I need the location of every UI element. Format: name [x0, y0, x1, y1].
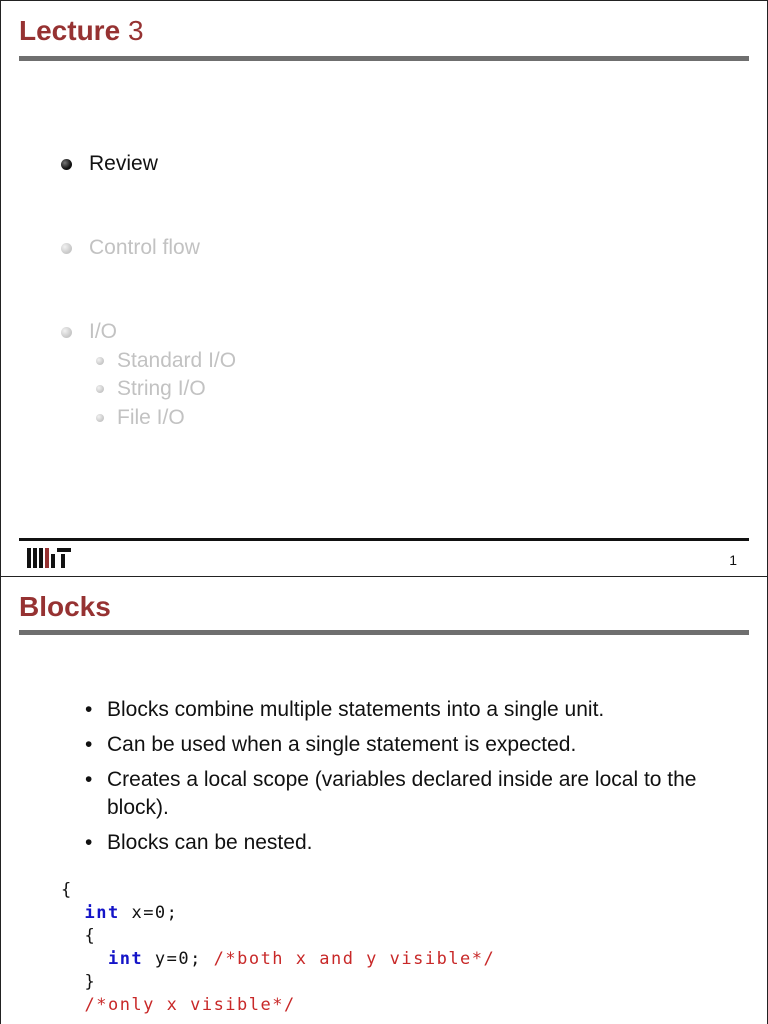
outline-subitem-label: String I/O — [117, 377, 206, 400]
outline-item-control-flow — [61, 236, 200, 260]
title-number: 3 — [127, 15, 144, 46]
code-inner-close-brace: } — [84, 972, 97, 992]
code-open-brace: { — [61, 880, 73, 900]
bullet-dot-icon — [96, 414, 104, 422]
outline-item-label: Control flow — [89, 236, 200, 259]
code-inner-open-brace: { — [84, 926, 97, 946]
outline-item-label: Review — [89, 152, 158, 175]
slide-title: Blocks — [19, 591, 111, 622]
slide-title — [19, 15, 144, 47]
bullet-item — [85, 696, 705, 724]
bullet-dot-icon: • — [85, 733, 93, 756]
code-decl-y: y=0; — [154, 949, 202, 969]
bullet-dot-icon — [61, 243, 72, 254]
outline-item-io — [61, 320, 117, 344]
title-rule — [19, 630, 749, 635]
code-block — [61, 879, 495, 1017]
outline-subitem-label: Standard I/O — [117, 349, 237, 372]
title-text: Lecture — [19, 15, 121, 46]
outline-item-review — [61, 152, 158, 176]
code-comment-only: /*only x visible*/ — [84, 995, 296, 1015]
code-comment-both: /*both x and y visible*/ — [213, 949, 496, 969]
bullet-text: Creates a local scope (variables declared inside are local to the block). — [107, 768, 697, 819]
outline-subitem-file-io — [96, 406, 185, 430]
code-keyword-int: int — [84, 903, 120, 923]
bullet-item — [85, 766, 705, 822]
footer-rule — [19, 538, 749, 541]
bullet-dot-icon — [61, 159, 72, 170]
bullet-dot-icon — [61, 327, 72, 338]
outline-item-label: I/O — [89, 320, 118, 343]
code-decl-x: x=0; — [131, 903, 179, 923]
mit-logo-icon — [27, 548, 73, 573]
bullet-text: Blocks can be nested. — [107, 831, 313, 854]
outline-subitem-label: File I/O — [117, 406, 185, 429]
bullet-text: Blocks combine multiple statements into a single unit. — [107, 698, 605, 721]
outline-subitem-standard-io — [96, 349, 236, 373]
outline-subitem-string-io — [96, 377, 206, 401]
bullet-text: Can be used when a single statement is expected. — [107, 733, 577, 756]
bullet-item — [85, 829, 705, 857]
bullet-item — [85, 731, 705, 759]
bullet-dot-icon — [96, 385, 104, 393]
bullet-dot-icon — [96, 357, 104, 365]
bullet-dot-icon: • — [85, 698, 93, 721]
code-keyword-int: int — [107, 949, 144, 969]
bullet-dot-icon: • — [85, 768, 93, 791]
title-rule — [19, 56, 749, 61]
page-number: 1 — [729, 552, 737, 568]
slide-blocks — [0, 576, 768, 1024]
bullet-dot-icon: • — [85, 831, 93, 854]
